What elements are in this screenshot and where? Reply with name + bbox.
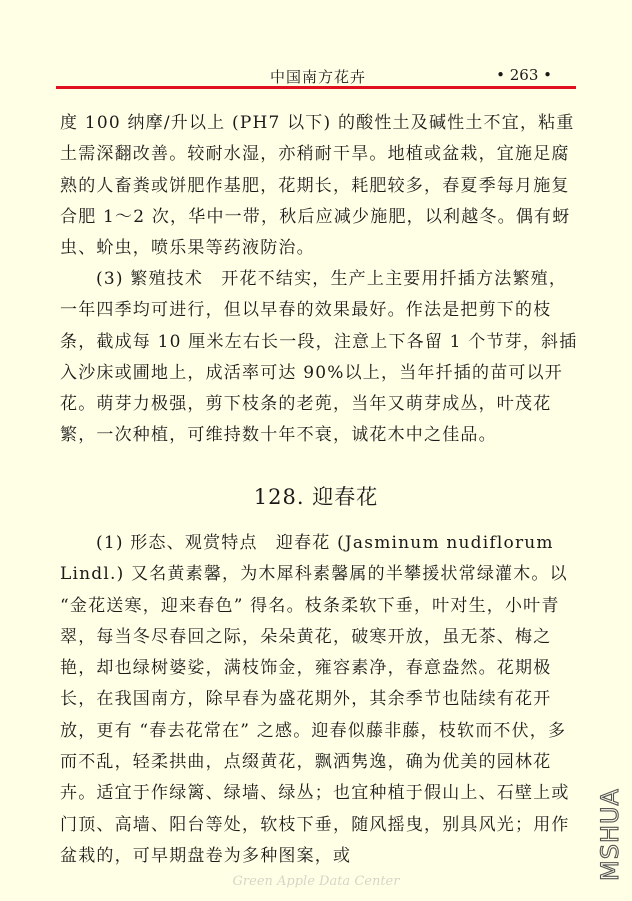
header-rule	[56, 86, 576, 89]
section-title: 128. 迎春花	[253, 485, 379, 509]
side-logo-text: MSHUA	[596, 788, 624, 881]
page-number: • 263 •	[496, 66, 552, 84]
paragraph-cultivation-continued: 度 100 纳摩/升以上 (PH7 以下) 的酸性土及碱性土不宜，粘重土需深翻改善。较耐水湿，亦稍耐干旱。地植或盆栽，宜施足腐熟的人畜粪或饼肥作基肥，花期长，耗肥较多，春夏季每月施复合肥 1～2 次，华中一带，秋后应减少施肥，以利越冬。偶有蚜虫、蚧虫，喷乐果等药液防治。	[60, 113, 575, 259]
footer-watermark: Green Apple Data Center	[232, 874, 400, 889]
paragraph-morphology: (1) 形态、观赏特点 迎春花 (Jasminum nudiflorum Lindl.) 又名黄素馨，为木犀科素馨属的半攀援状常绿灌木。以 “金花送寒，迎来春色” 得名。枝条柔软下垂，叶对生，小叶青翠，每当冬尽春回之际，朵朵黄花，破寒开放，虽无茶、梅之艳，却也绿树婆娑，满枝饰金，雍容素净，春意盎然。花期极长，在我国南方，除早春为盛花期外，其余季节也陆续有花开放，更有 “春去花常在” 之感。迎春似藤非藤，枝软而不伏，多而不乱，轻柔拱曲，点缀黄花，飘洒隽逸，确为优美的园林花卉。适宜于作绿篱、绿墙、绿丛；也宜种植于假山上、石壁上或门顶、高墙、阳台等处，软枝下垂，随风摇曳，别具风光；用作盆栽的，可早期盘卷为多种图案，或	[60, 533, 570, 866]
side-logo	[594, 783, 624, 883]
running-head-title: 中国南方花卉	[270, 68, 367, 86]
page-header	[56, 62, 576, 88]
paragraph-propagation: (3) 繁殖技术 开花不结实，生产上主要用扦插方法繁殖，一年四季均可进行，但以早春的效果最好。作法是把剪下的枝条，截成每 10 厘米左右长一段，注意上下各留 1 个节芽，斜插入沙床或圃地上，成活率可达 90%以上，当年扦插的苗可以开花。萌芽力极强，剪下枝条的老蔸，当年又萌芽成丛，叶茂花繁，一次种植，可维持数十年不衰，诚花木中之佳品。	[60, 269, 578, 446]
